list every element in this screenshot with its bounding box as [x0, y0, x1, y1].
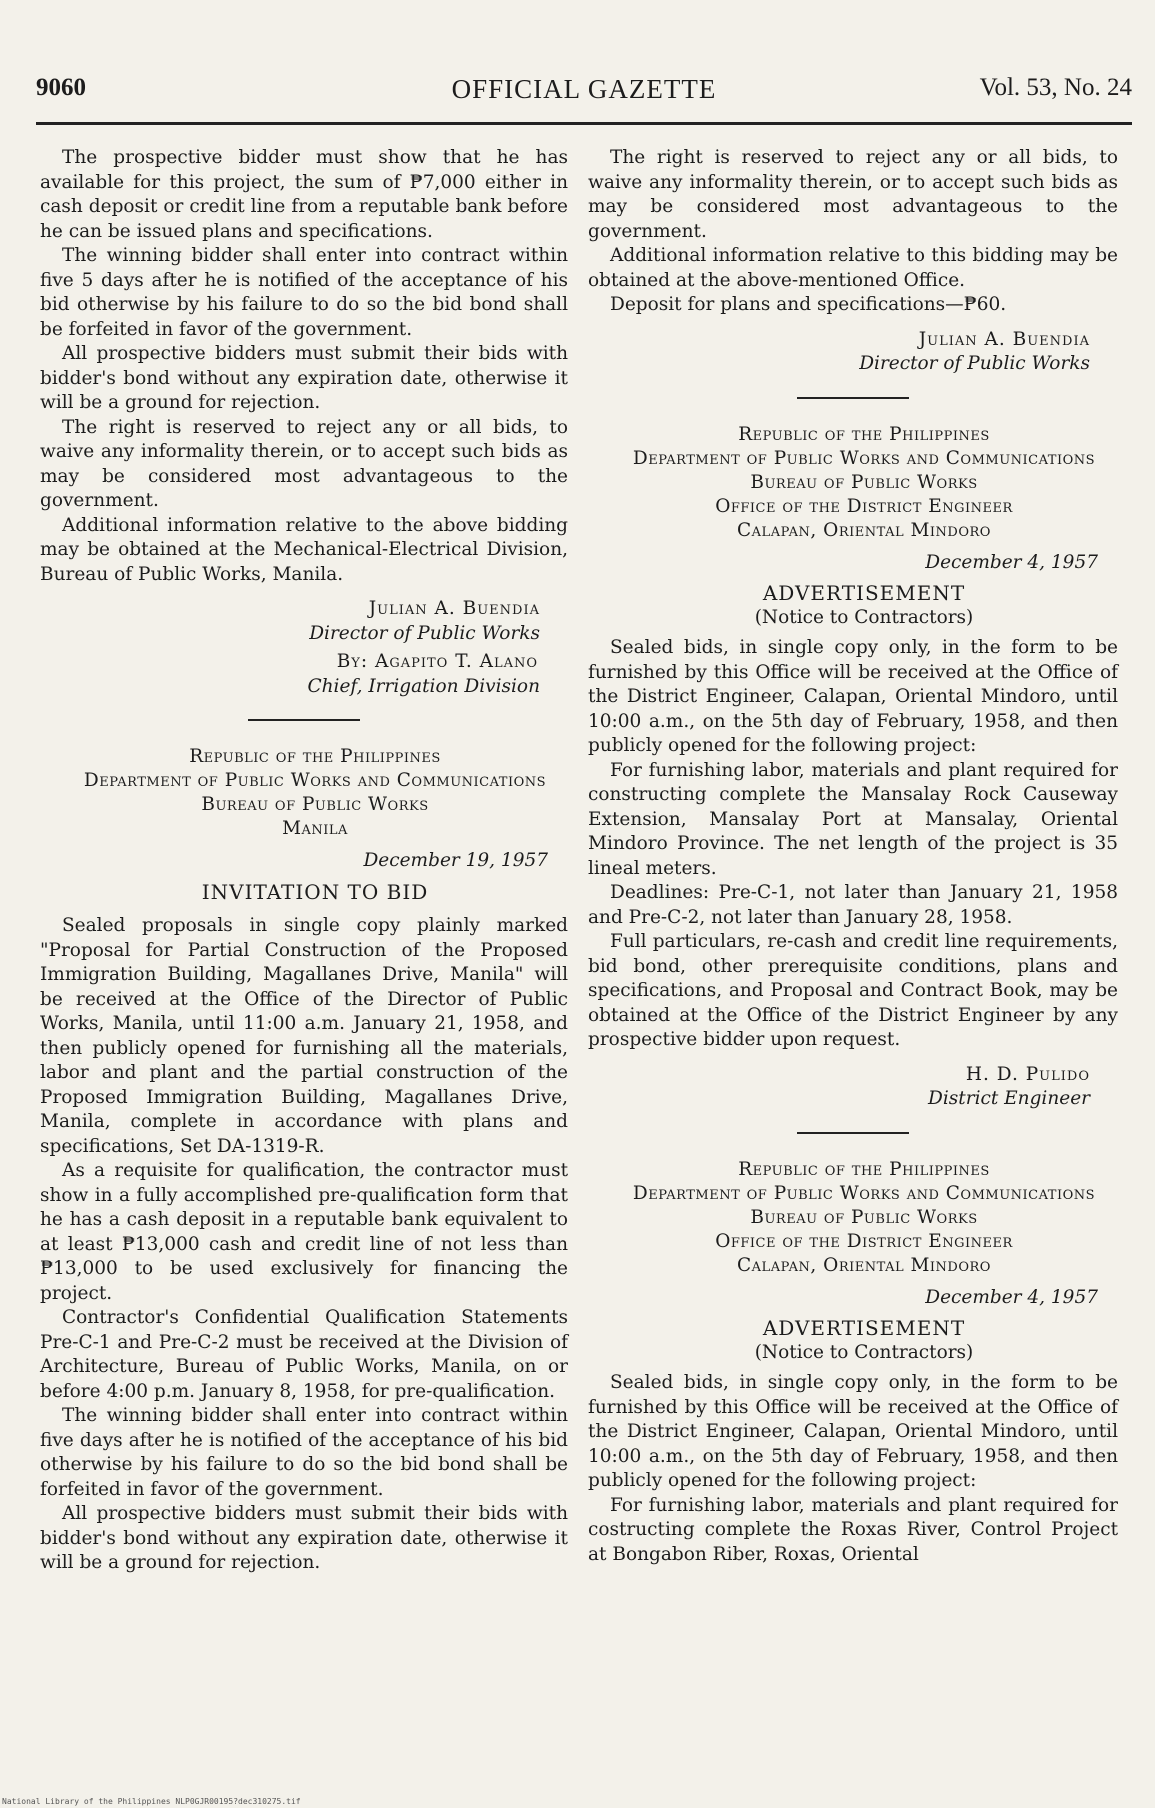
notice-header-line: Bureau of Public Works [201, 794, 429, 815]
notice-header-line: Republic of the Philippines [738, 1158, 990, 1180]
notice-header-line: Office of the District Engineer [715, 1230, 1013, 1252]
notice-header-line: Office of the District Engineer [715, 495, 1013, 517]
paragraph: Deadlines: Pre-C-1, not later than January 21, 1958 and Pre-C-2, not later than January 28, 1958. [588, 882, 1118, 928]
paragraph: As a requisite for qualification, the contractor must show in a fully accomplished pre-qualification form that he has a cash deposit in a reputable bank equivalent to at least ₱13,000 cash and credit line of not less than ₱13,000 to be used exclusively for financing the project. [40, 1160, 568, 1304]
notice-header-line: Calapan, Oriental Mindoro [737, 519, 991, 541]
section-divider [248, 719, 360, 721]
volume-number: Vol. 53, No. 24 [979, 74, 1132, 101]
left-column [40, 146, 568, 1576]
paragraph: The prospective bidder must show that he has available for this project, the sum of ₱7,000 either in cash deposit or credit line from a reputable bank before he can be issued plans and specifications. [40, 147, 568, 242]
notice-subheading: (Notice to Contractors) [754, 606, 974, 628]
paragraph: Sealed bids, in single copy only, in the form to be furnished by this Office will be received at the Office of the District Engineer, Calapan, Oriental Mindoro, until 10:00 a.m., on the 5th day of February, 1958, and then publicly opened for the following project: [588, 637, 1118, 756]
section-divider [797, 397, 909, 399]
paragraph: Contractor's Confidential Qualification Statements Pre-C-1 and Pre-C-2 must be received at the Division of Architecture, Bureau of Public Works, Manila, on or before 4:00 p.m. January 8, 1958, for pre-qualification. [40, 1307, 568, 1402]
notice-date: December 19, 1957 [363, 850, 548, 871]
notice-header-line: Manila [282, 818, 348, 839]
paragraph: Sealed bids, in single copy only, in the form to be furnished by this Office will be received at the Office of the District Engineer, Calapan, Oriental Mindoro, until 10:00 a.m., on the 5th day of February, 1958, and then publicly opened for the following project: [588, 1372, 1118, 1491]
paragraph: Full particulars, re-cash and credit line requirements, bid bond, other prerequisite conditions, plans and specifications, and Proposal and Contract Book, may be obtained at the Office of the District Engineer by any prospective bidder upon request. [588, 931, 1118, 1050]
signature-by-title: Chief, Irrigation Division [307, 675, 540, 697]
notice-subheading: (Notice to Contractors) [754, 1341, 974, 1363]
paragraph: The winning bidder shall enter into contract within five days after he is notified of the acceptance of his bid otherwise by his failure to do so the bid bond shall be forfeited in favor of the government. [40, 1405, 568, 1500]
notice-date: December 4, 1957 [925, 1286, 1098, 1308]
paragraph: All prospective bidders must submit their bids with bidder's bond without any expiration date, otherwise it will be a ground for rejection. [40, 343, 568, 413]
paragraph: For furnishing labor, materials and plant required for constructing complete the Mansalay Rock Causeway Extension, Mansalay Port at Mansalay, Oriental Mindoro Province. The net length of the project is 35 lineal meters. [588, 759, 1118, 879]
paragraph: For furnishing labor, materials and plant required for costructing complete the Roxas River, Control Project at Bongabon Riber, Roxas, Oriental [588, 1494, 1118, 1565]
signature-name: Julian A. Buendia [918, 328, 1090, 350]
page-number: 9060 [36, 74, 86, 101]
paragraph: The winning bidder shall enter into contract within five 5 days after he is notified of the acceptance of his bid otherwise by his failure to do so the bid bond shall be forfeited in favor of the government. [40, 245, 568, 340]
paragraph: Deposit for plans and specifications—₱60. [610, 294, 1007, 315]
paragraph: All prospective bidders must submit their bids with bidder's bond without any expiration date, otherwise it will be a ground for rejection. [40, 1503, 568, 1573]
paragraph: Additional information relative to this bidding may be obtained at the above-mentioned Office. [588, 245, 1118, 291]
notice-heading: INVITATION TO BID [201, 879, 429, 904]
notice-header-line: Department of Public Works and Communications [632, 447, 1096, 469]
notice-date: December 4, 1957 [925, 551, 1098, 573]
notice-header-line: Republic of the Philippines [738, 423, 990, 445]
notice-header-line: Department of Public Works and Communications [632, 1182, 1096, 1204]
page-header [36, 74, 1132, 114]
header-rule [36, 122, 1132, 125]
signature-by-name: By: Agapito T. Alano [336, 651, 538, 672]
notice-header-line: Bureau of Public Works [750, 1206, 978, 1228]
paragraph: Sealed proposals in single copy plainly marked "Proposal for Partial Construction of the Proposed Immigration Building, Magallanes Drive, Manila" will be received at the Office of the Director of Public Works, Manila, until 11:00 a.m. January 21, 1958, and then publicly opened for furnishing all the materials, labor and plant and the partial construction of the Proposed Immigration Building, Magallanes Drive, Manila, complete in accordance with plans and specifications, Set DA-1319-R. [40, 915, 568, 1157]
signature-title: Director of Public Works [859, 353, 1090, 374]
notice-header-line: Bureau of Public Works [750, 471, 978, 493]
signature-name: H. D. Pulido [965, 1063, 1090, 1085]
publication-title: OFFICIAL GAZETTE [451, 74, 717, 104]
notice-header-line: Department of Public Works and Communications [83, 770, 547, 791]
right-column [588, 146, 1118, 1567]
notice-heading: ADVERTISEMENT [762, 1316, 966, 1340]
notice-header-line: Calapan, Oriental Mindoro [737, 1254, 991, 1276]
paragraph: The right is reserved to reject any or all bids, to waive any informality therein, or to accept such bids as may be considered most advantageous to the government. [40, 416, 568, 511]
section-divider [797, 1132, 909, 1134]
notice-header-line: Republic of the Philippines [189, 746, 441, 767]
signature-title: Director of Public Works [309, 622, 540, 644]
archive-footer-note: National Library of the Philippines NLP0GJR00195?dec310275.tif [2, 1797, 301, 1806]
paragraph: The right is reserved to reject any or all bids, to waive any informality therein, or to accept such bids as may be considered most advantageous to the government. [588, 147, 1118, 242]
notice-heading: ADVERTISEMENT [762, 581, 966, 605]
signature-name: Julian A. Buendia [368, 598, 540, 619]
signature-title: District Engineer [928, 1088, 1090, 1109]
paragraph: Additional information relative to the above bidding may be obtained at the Mechanical-Electrical Division, Bureau of Public Works, Manila. [40, 514, 568, 585]
